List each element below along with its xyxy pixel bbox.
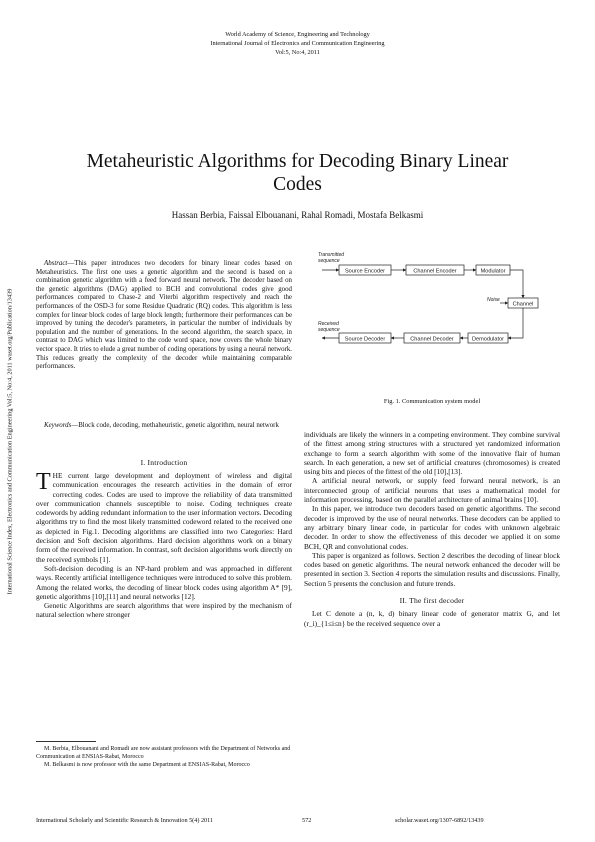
footnote-rule <box>36 741 96 742</box>
channel-encoder-label: Channel Encoder <box>413 268 457 275</box>
paper-authors: Hassan Berbia, Faissal Elbouanani, Rahal Romadi, Mostafa Belkasmi <box>171 210 424 220</box>
keywords-label: Keywords <box>44 422 72 429</box>
index-sidebar: International Science Index, Electronics and Communication Engineering Vol:5, No:4, 2011 waset.org/Publication/13439 <box>6 288 14 595</box>
intro-paragraph-3: Genetic Algorithms are search algorithms that were inspired by the mechanism of natural selection where stronger <box>36 601 292 620</box>
keywords <box>36 422 292 431</box>
abstract-label: Abstract <box>44 260 68 267</box>
page-number: 572 <box>302 817 312 824</box>
footer-right: scholar.waset.org/1307-6892/13439 <box>395 817 484 824</box>
intro-paragraph-1: HE current large development and deployment of wireless and digital communication encourages the research activities in the domain of error correcting codes. Codes are used to improve the reliability of data transmitted over communication channels susceptible to noise. Coding techniques create codewords by adding redundant information to the user information vectors. Decoding algorithms try to find the most likely transmitted codeword related to the received one as depicted in Fig.1. Decoding algorithms are classified into two Categories: Hard decision and Soft decision algorithms. Hard decision algorithms work on a binary form of the received information. In contrast, soft decision algorithms work directly on the received symbols [1]. <box>36 471 292 564</box>
dropcap: T <box>36 469 51 495</box>
abstract <box>36 260 292 372</box>
footnote-2: M. Belkasmi is now professor with the same Department at ENSIAS-Rabat, Morocco <box>44 762 250 768</box>
source-encoder-label: Source Encoder <box>344 268 386 275</box>
received-label: Received <box>318 321 339 327</box>
keywords-text: —Block code, decoding, methaheuristic, genetic algorithm, neural network <box>71 422 279 429</box>
source-decoder-label: Source Decoder <box>344 336 386 343</box>
footnote-1: M. Berbia, Elbouanani and Romadi are now assistant professors with the Department of Networks and Communication at ENSIAS-Rabat, Morocco <box>36 746 291 760</box>
paper-title: Metaheuristic Algorithms for Decoding Binary Linear Codes <box>86 151 509 195</box>
right-paragraph-4: This paper is organized as follows. Section 2 describes the decoding of linear block codes based on genetic algorithms. The neural network enhanced the decoder will be presented in section 3. Section 4 reports the simulation results and discussions. Finally, Section 5 presents the conclusion and future trends. <box>304 550 560 588</box>
journal-header-line-3: Vol:5, No:4, 2011 <box>275 49 320 56</box>
right-paragraph-2: A artificial neural network, or supply feed forward neural network, is an interconnected group of artificial neurons that uses a mathematical model for information processing, based on the parallel architecture of animal brains [10]. <box>304 476 560 505</box>
section-heading-introduction: I. Introduction <box>140 458 188 467</box>
transmitted-sequence-label: sequence <box>318 258 340 264</box>
figure-caption: Fig. 1. Communication system model <box>383 398 481 405</box>
section-heading-first-decoder: II. The first decoder <box>399 596 465 606</box>
journal-header-line-2: International Journal of Electronics and Communication Engineering <box>210 40 385 47</box>
noise-label: Noise <box>487 297 500 303</box>
right-paragraph-3: In this paper, we introduce two decoders based on genetic algorithms. The second decoder is improved by the use of neural networks. These decoders can be applied to any arbitrary binary linear code, in particular for codes with unknown algebraic decoder. In order to show the effectiveness of this decoder we applied it on some BCH, QR and convolutional codes. <box>304 504 560 551</box>
left-column-body <box>36 471 292 620</box>
communication-system-diagram <box>304 250 560 380</box>
channel-label: Channel <box>512 301 534 308</box>
abstract-text: —This paper introduces two decoders for binary linear codes based on Metaheuristics. The first one uses a genetic algorithm and the second is based on a combination genetic algorithm with a feed forward neural network. The decoder based on the genetic algorithms (DAG) applied to BCH and convolutional codes give good performances compared to Chase-2 and Viterbi algorithm respectively and reach the performances of the OSD-3 for some Residue Quadratic (RQ) codes. This algorithm is less complex for linear block codes of large block length; furthermore their performances can be improved by tuning the decoder's parameters, in particular the number of individuals by population and the number of generations. In the second algorithm, the search space, in contrast to DAG which was limited to the code word space, now covers the whole binary vector space. It tries to elude a great number of coding operations by using a neural network. This reduces greatly the complexity of the decoder while maintaining comparable performances. <box>36 260 292 371</box>
footer-left: International Scholarly and Scientific Research & Innovation 5(4) 2011 <box>36 817 214 824</box>
footnotes <box>36 745 292 769</box>
right-column-body <box>304 430 560 628</box>
channel-decoder-label: Channel Decoder <box>410 336 454 343</box>
intro-paragraph-2: Soft-decision decoding is an NP-hard problem and was approached in different ways. Recently artificial intelligence techniques were introduced to solve this problem. Among the related works, the decoding of linear block codes using algorithm A* [9], genetic algorithms [10],[11] and neural networks [12]. <box>36 563 292 601</box>
right-paragraph-5: Let C denote a (n, k, d) binary linear code of generator matrix G, and let (r_i)_{1≤i≤n} be the received sequence over a <box>304 609 560 628</box>
received-sequence-label: sequence <box>318 327 340 333</box>
demodulator-label: Demodulator <box>471 336 505 343</box>
transmitted-label: Transmitted <box>318 252 345 258</box>
modulator-label: Modulator <box>480 268 506 275</box>
right-paragraph-1: individuals are likely the winners in a competing environment. They combine survival of the fittest among string structures with a structured yet randomized information exchange to form a search algorithm with some of the innovative flair of human search. In each generation, a new set of artificial creatures (chromosomes) is created using bits and pieces of the fittest of the old [10],[13]. <box>304 430 560 477</box>
arrow-channel-demod <box>508 308 523 338</box>
arrow-mod-channel <box>510 270 523 298</box>
journal-header-line-1: World Academy of Science, Engineering and Technology <box>225 31 370 38</box>
